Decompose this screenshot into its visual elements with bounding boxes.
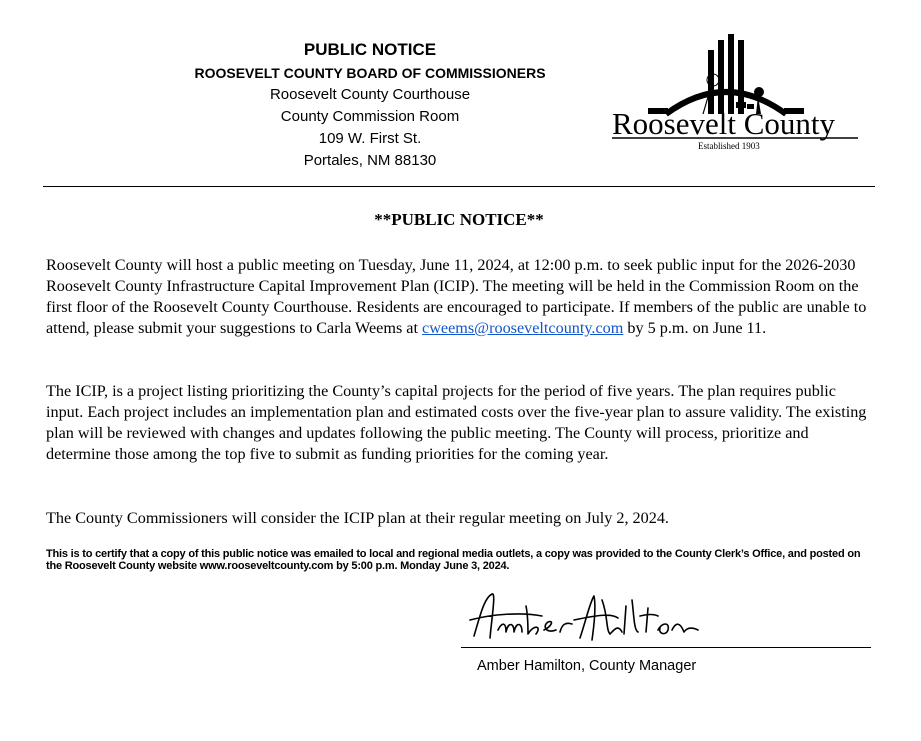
address-line-street: 109 W. First St. <box>318 130 422 147</box>
header-divider <box>43 186 875 187</box>
paragraph-meeting-text: Roosevelt County will host a public meeting on Tuesday, June 11, 2024, at 12:00 p.m. to seek public input for the 2026-2030 Roosevelt County Infrastructure Capital Improvement Plan (ICIP). The meeting will be held in the Commission Room on the first floor of the Roosevelt County Courthouse. Residents are encouraged to participate. If members of the public are unable to attend, please submit your suggestions to Carla Weems at <box>46 256 867 337</box>
address-line-city: Portales, NM 88130 <box>303 152 437 169</box>
signature-line <box>461 647 871 648</box>
paragraph-meeting-info <box>46 255 876 339</box>
logo-tagline: Established 1903 <box>698 141 760 151</box>
header-title: PUBLIC NOTICE <box>303 40 437 59</box>
paragraph-icip-description: The ICIP, is a project listing prioritizing the County’s capital projects for the period of five years. The plan requires public input. Each project includes an implementation plan and estimated costs over the five-year plan to assure validity. The existing plan will be reviewed with changes and updates following the public meeting. The County will process, prioritize and determine those among the top five to submit as funding priorities for the coming year. <box>46 382 867 463</box>
contact-email-link[interactable]: cweems@rooseveltcounty.com <box>422 319 624 337</box>
notice-title: **PUBLIC NOTICE** <box>374 210 544 229</box>
address-line-room: County Commission Room <box>280 108 460 125</box>
logo-wordmark: Roosevelt County <box>612 106 836 141</box>
certification-statement: This is to certify that a copy of this public notice was emailed to local and regional media outlets, a copy was provided to the County Clerk’s Office, and posted on the Roosevelt County website www.rooseveltcounty.com by 5:00 p.m. Monday June 3, 2024. <box>46 548 861 572</box>
signatory-name: Amber Hamilton, County Manager <box>477 658 697 674</box>
header-board-name: ROOSEVELT COUNTY BOARD OF COMMISSIONERS <box>194 65 546 81</box>
notice-header <box>150 38 590 172</box>
paragraph-meeting-deadline: by 5 p.m. on June 11. <box>627 319 767 337</box>
roosevelt-county-logo <box>608 30 864 155</box>
address-line-courthouse: Roosevelt County Courthouse <box>269 86 471 103</box>
paragraph-commission-meeting: The County Commissioners will consider the ICIP plan at their regular meeting on July 2, 2024. <box>46 509 669 527</box>
